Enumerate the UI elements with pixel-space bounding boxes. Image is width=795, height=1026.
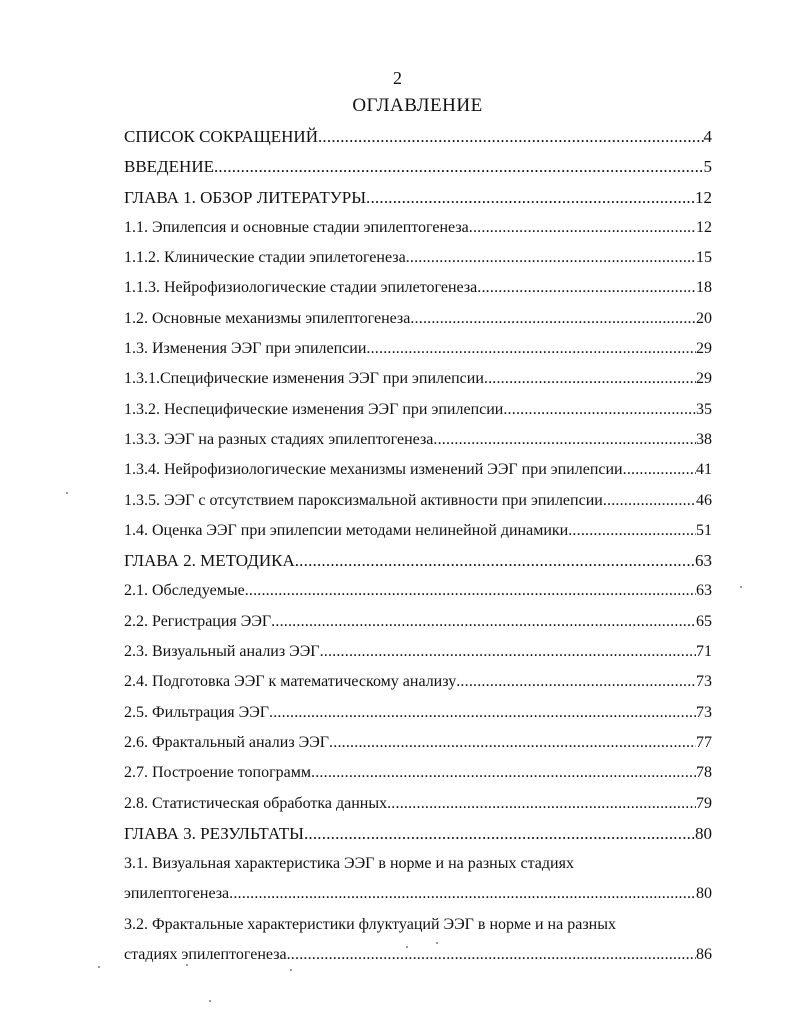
toc-entry-title: 2.3. Визуальный анализ ЭЭГ (124, 643, 320, 661)
toc-entry-page: 15 (696, 249, 712, 267)
toc-entry-page: 29 (696, 370, 712, 388)
toc-entry-title: 1.3.3. ЭЭГ на разных стадиях эпилептогенеза (124, 430, 434, 448)
toc-entry-page: 12 (696, 218, 712, 236)
toc-entry (124, 395, 712, 425)
toc-entry-page: 18 (696, 279, 712, 297)
toc-dot-leader (214, 152, 704, 182)
toc-entry (124, 667, 712, 697)
toc-entry (124, 698, 712, 728)
toc-entry-title: ГЛАВА 2. МЕТОДИКА (124, 551, 295, 571)
page-number: 2 (393, 68, 402, 88)
toc-dot-leader (366, 334, 696, 364)
toc-entry (124, 849, 712, 879)
toc-dot-leader (387, 789, 696, 819)
toc-dot-leader (503, 395, 696, 425)
toc-dot-leader (304, 819, 695, 849)
toc-entry (124, 243, 712, 273)
toc-entry (124, 455, 712, 485)
toc-entry-title: 1.3. Изменения ЭЭГ при эпилепсии (124, 340, 367, 358)
toc-entry-title: 3.1. Визуальная характеристика ЭЭГ в норме и на разных стадиях (124, 855, 574, 873)
toc-entry-page: 86 (696, 946, 712, 964)
toc-dot-leader (433, 425, 696, 455)
toc-entry-title: ВВЕДЕНИЕ (124, 157, 214, 177)
toc-entry (124, 910, 712, 940)
toc-entry-page: 29 (696, 340, 712, 358)
toc-entry-title: 2.4. Подготовка ЭЭГ к математическому анализу (124, 673, 457, 691)
toc-dot-leader (568, 516, 696, 546)
toc-entry (124, 879, 712, 909)
toc-dot-leader (410, 304, 696, 334)
toc-entry (124, 304, 712, 334)
toc-entry-title: 1.2. Основные механизмы эпилептогенеза (124, 309, 411, 327)
toc-entry-page: 63 (695, 551, 712, 571)
toc-entry-title: 2.7. Построение топограмм (124, 764, 312, 782)
toc-entry (124, 273, 712, 303)
toc-entry-page: 80 (695, 823, 712, 843)
toc-entry-page: 35 (696, 400, 712, 418)
toc-dot-leader (229, 879, 696, 909)
toc-entry-title: 1.3.4. Нейрофизиологические механизмы изменений ЭЭГ при эпилепсии (124, 461, 623, 479)
toc-entry-page: 79 (696, 794, 712, 812)
toc-title: ОГЛАВЛЕНИЕ (352, 95, 483, 116)
toc-entry-title: 2.1. Обследуемые (124, 582, 245, 600)
toc-entry-page: 80 (696, 885, 712, 903)
toc-entry (124, 334, 712, 364)
toc-dot-leader (366, 183, 695, 213)
toc-entry-page: 4 (703, 127, 712, 146)
toc-dot-leader (269, 698, 696, 728)
toc-entry (124, 758, 712, 788)
toc-dot-leader (456, 667, 696, 697)
toc-entry (124, 425, 712, 455)
toc-dot-leader (603, 486, 696, 516)
toc-entry-page: 20 (696, 309, 712, 327)
toc-entry-title: 2.8. Статистическая обработка данных (124, 794, 388, 812)
toc-entry-title: 1.1. Эпилепсия и основные стадии эпилептогенеза (124, 218, 469, 236)
toc-entry-page: 71 (696, 643, 712, 661)
toc-entry (124, 546, 712, 576)
toc-entry (124, 516, 712, 546)
toc-entry (124, 152, 712, 182)
toc-entry (124, 183, 712, 213)
toc-dot-leader (245, 576, 696, 606)
toc-dot-leader (271, 607, 696, 637)
toc-dot-leader (469, 213, 696, 243)
toc-entry-page: 38 (696, 430, 712, 448)
toc-entry (124, 728, 712, 758)
toc-entry-page: 73 (696, 673, 712, 691)
toc-dot-leader (623, 455, 696, 485)
toc-entry-title: стадиях эпилептогенеза (124, 946, 287, 964)
toc-entry-page: 77 (696, 733, 712, 751)
toc-entry-title: 1.3.1.Специфические изменения ЭЭГ при эпилепсии (124, 370, 484, 388)
toc-entry-page: 63 (696, 582, 712, 600)
toc-entry-title: ГЛАВА 3. РЕЗУЛЬТАТЫ (124, 823, 304, 843)
toc-entry-page: 12 (695, 187, 712, 207)
toc-entry (124, 486, 712, 516)
toc-entry-title: 2.2. Регистрация ЭЭГ (124, 612, 272, 630)
toc-entry (124, 213, 712, 243)
toc-entry-title: 1.3.5. ЭЭГ с отсутствием пароксизмальной активности при эпилепсии (124, 491, 603, 509)
toc-dot-leader (329, 728, 696, 758)
toc-dot-leader (406, 243, 696, 273)
toc-entry-page: 73 (696, 703, 712, 721)
toc-entry (124, 122, 712, 152)
toc-entry-title: 2.5. Фильтрация ЭЭГ (124, 703, 270, 721)
toc-entry-page: 41 (696, 461, 712, 479)
toc-entry (124, 637, 712, 667)
toc-entry-title: 1.3.2. Неспецифические изменения ЭЭГ при эпилепсии (124, 400, 504, 418)
toc-entry-title: 1.1.3. Нейрофизиологические стадии эпилетогенеза (124, 279, 478, 297)
toc-dot-leader (477, 273, 696, 303)
toc-entry-page: 65 (696, 612, 712, 630)
toc-dot-leader (318, 122, 704, 152)
toc-entry-page: 5 (703, 157, 712, 177)
toc-entry (124, 364, 712, 394)
toc-entry (124, 819, 712, 849)
toc-entry-title: 1.4. Оценка ЭЭГ при эпилепсии методами нелинейной динамики (124, 521, 569, 539)
toc-entry (124, 607, 712, 637)
toc-entry (124, 576, 712, 606)
toc-dot-leader (295, 546, 695, 576)
toc-entry (124, 940, 712, 970)
toc-entry (124, 789, 712, 819)
toc-dot-leader (311, 758, 696, 788)
toc-entry-title: 3.2. Фрактальные характеристики флуктуаций ЭЭГ в норме и на разных (124, 915, 616, 933)
toc-dot-leader (287, 940, 696, 970)
toc-dot-leader (320, 637, 696, 667)
toc-entry-title: 1.1.2. Клинические стадии эпилетогенеза (124, 249, 406, 267)
table-of-contents (124, 122, 712, 970)
toc-entry-title: ГЛАВА 1. ОБЗОР ЛИТЕРАТУРЫ (124, 187, 367, 207)
toc-entry-page: 78 (696, 764, 712, 782)
toc-entry-page: 51 (696, 521, 712, 539)
toc-entry-title: СПИСОК СОКРАЩЕНИЙ (124, 127, 318, 146)
toc-entry-page: 46 (696, 491, 712, 509)
toc-dot-leader (484, 364, 696, 394)
toc-entry-title: 2.6. Фрактальный анализ ЭЭГ (124, 733, 330, 751)
toc-entry-title: эпилептогенеза (124, 885, 230, 903)
